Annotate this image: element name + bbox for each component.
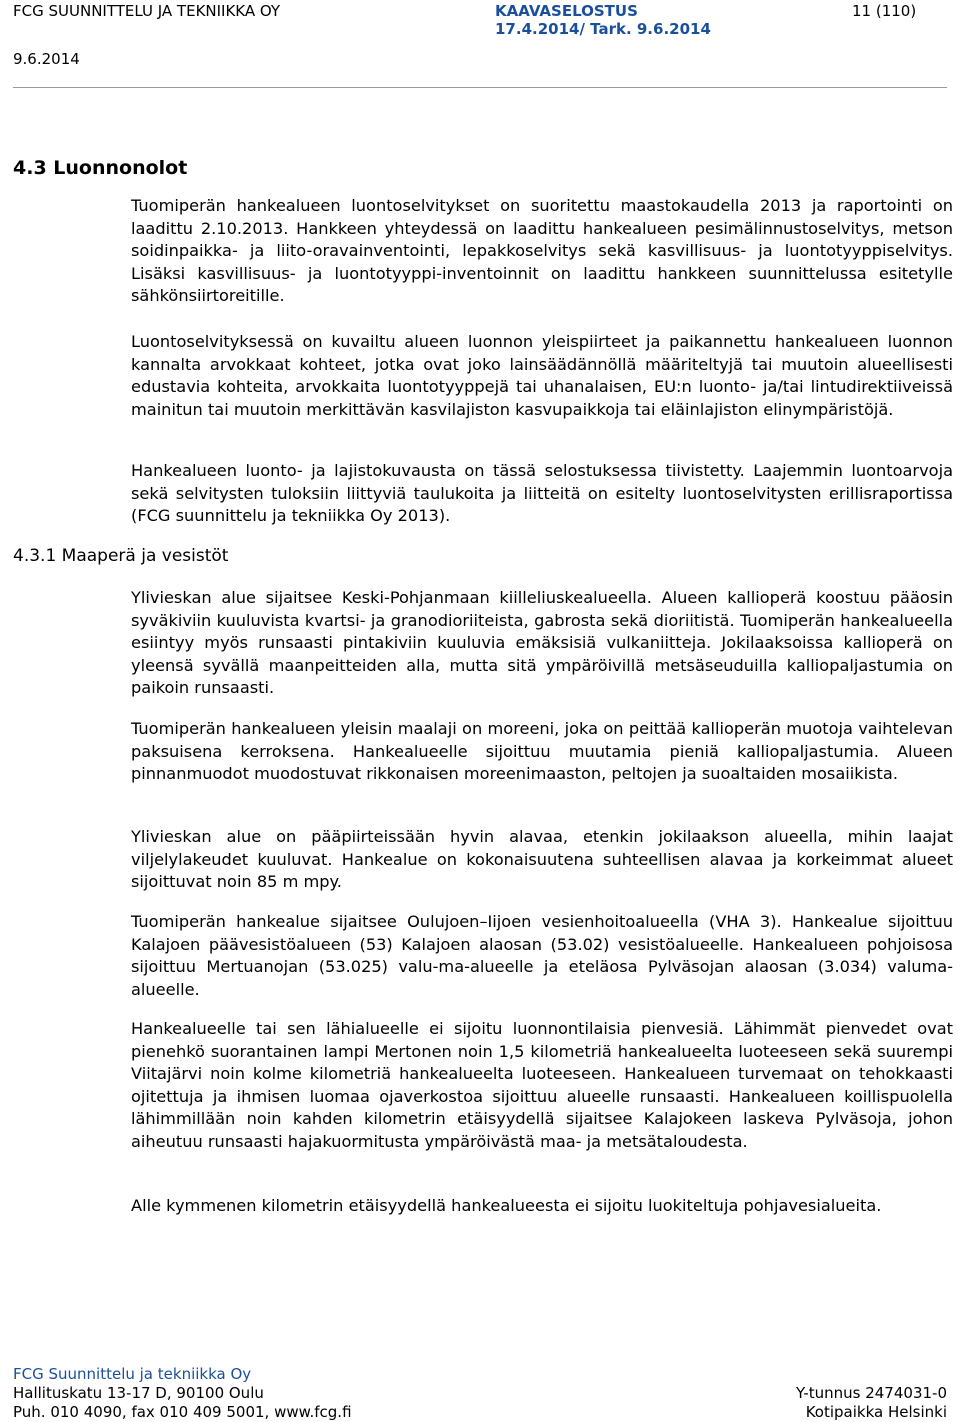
paragraph-groundwater: Alle kymmenen kilometrin etäisyydellä hankealueesta ei sijoitu luokiteltuja pohjavesialueita.	[131, 1196, 882, 1215]
header-doc-dates: 17.4.2014/ Tark. 9.6.2014	[495, 20, 711, 38]
footer-domicile: Kotipaikka Helsinki	[805, 1403, 947, 1421]
paragraph-bedrock: Ylivieskan alue sijaitsee Keski-Pohjanmaan kiilleliuskealueella. Alueen kallioperä koostuu pääosin syväkiviin kuuluvista kvartsi- ja granodioriiteista, gabrosta sekä dioriitistä. Tuomiperän hankealueella esiintyy myös runsaasti pintakiviin kuuluvia emäksisiä vulkaniitteja. Jokilaaksoissa kallioperä on yleensä syvällä maanpeitteiden alla, mutta sitä ympäröivillä metsäseuduilla kalliopaljastumia on paikoin runsaasti.	[131, 588, 953, 698]
section-heading: 4.3 Luonnonolot	[13, 157, 188, 179]
paragraph-soil: Tuomiperän hankealueen yleisin maalaji on moreeni, joka on peittää kallioperän muotoja vaihtelevan paksuisena kerroksena. Hankealueelle sijoittuu muutamia pieniä kalliopaljastumia. Alueen pinnanmuodot muodostuvat rikkonaisen moreenimaaston, peltojen ja suoaltaiden mosaiikista.	[131, 719, 953, 784]
paragraph-topography: Ylivieskan alue on pääpiirteissään hyvin alavaa, etenkin jokilaakson alueella, mihin laajat viljelylakeudet kuuluvat. Hankealue on kokonaisuutena suhteellisen alavaa ja korkeimmat alueet sijoittuvat noin 85 m mpy.	[131, 827, 953, 892]
header-divider	[13, 87, 947, 88]
paragraph-survey-content: Luontoselvityksessä on kuvailtu alueen luonnon yleispiirteet ja paikannettu hankealueen luonnon kannalta arvokkaat kohteet, jotka ovat joko lainsäädännöllä määriteltyjä tai muutoin alueellisesti edustavia kohteita, arvokkaita luontotyyppejä tai uhanalaisen, EU:n luonto- ja/tai lintudirektiiveissä mainitun tai muutoin merkittävän kasvilajiston kasvupaikkoja tai eläinlajiston elinympäristöjä.	[131, 332, 953, 419]
header-company: FCG SUUNNITTELU JA TEKNIIKKA OY	[13, 2, 281, 20]
header-date: 9.6.2014	[13, 50, 80, 68]
footer-address: Hallituskatu 13-17 D, 90100 Oulu	[13, 1384, 264, 1402]
subsection-heading: 4.3.1 Maaperä ja vesistöt	[13, 546, 229, 566]
footer-company: FCG Suunnittelu ja tekniikka Oy	[13, 1365, 252, 1383]
paragraph-summary: Hankealueen luonto- ja lajistokuvausta on tässä selostuksessa tiivistetty. Laajemmin luontoarvoja sekä selvitysten tuloksiin liittyviä taulukoita ja liitteitä on esitelty luontoselvitysten erillisraportissa (FCG suunnittelu ja tekniikka Oy 2013).	[131, 461, 953, 526]
paragraph-watershed: Tuomiperän hankealue sijaitsee Oulujoen–Iijoen vesienhoitoalueella (VHA 3). Hankealue sijoittuu Kalajoen päävesistöalueen (53) Kalajoen alaosan (53.02) vesistöalueelle. Hankealueen pohjoisosa sijoittuu Mertuanojan (53.025) valu-ma-alueelle ja eteläosa Pylväsojan alaosan (3.034) valuma-alueelle.	[131, 912, 953, 999]
paragraph-small-waters: Hankealueelle tai sen lähialueelle ei sijoitu luonnontilaisia pienvesiä. Lähimmät pienvedet ovat pienehkö suorantainen lampi Mertonen noin 1,5 kilometriä hankealueelta luoteeseen sekä suurempi Viitajärvi noin kolme kilometriä hankealueelta luoteeseen. Hankealueen turvemaat on tehokkaasti ojitettuja ja ihmisen luomaa ojaverkostoa sijoittuu alueelle runsaasti. Hankealueen koillispuolella lähimmillään noin kahden kilometrin etäisyydellä sijaitsee Kalajokeen laskeva Pylväsoja, johon aiheutuu runsaasti hajakuormitusta ympäröivästä maa- ja metsätaloudesta.	[131, 1019, 953, 1151]
header-doc-title: KAAVASELOSTUS	[495, 2, 638, 20]
header-doc-block	[495, 2, 711, 38]
header-page-number: 11 (110)	[852, 2, 917, 20]
paragraph-surveys: Tuomiperän hankealueen luontoselvitykset on suoritettu maastokaudella 2013 ja raportointi on laadittu 2.10.2013. Hankkeen yhteydessä on laadittu hankealueen pesimälinnustoselvitys, metson soidinpaikka- ja liito-oravainventointi, lepakkoselvitys sekä kasvillisuus- ja luontotyyppiselvitys. Lisäksi kasvillisuus- ja luontotyyppi-inventoinnit on laadittu hankkeen suunnittelussa esitetylle sähkönsiirtoreitille.	[131, 196, 953, 306]
footer-business-id: Y-tunnus 2474031-0	[795, 1384, 947, 1402]
footer-phone: Puh. 010 4090, fax 010 409 5001, www.fcg.fi	[13, 1403, 352, 1421]
